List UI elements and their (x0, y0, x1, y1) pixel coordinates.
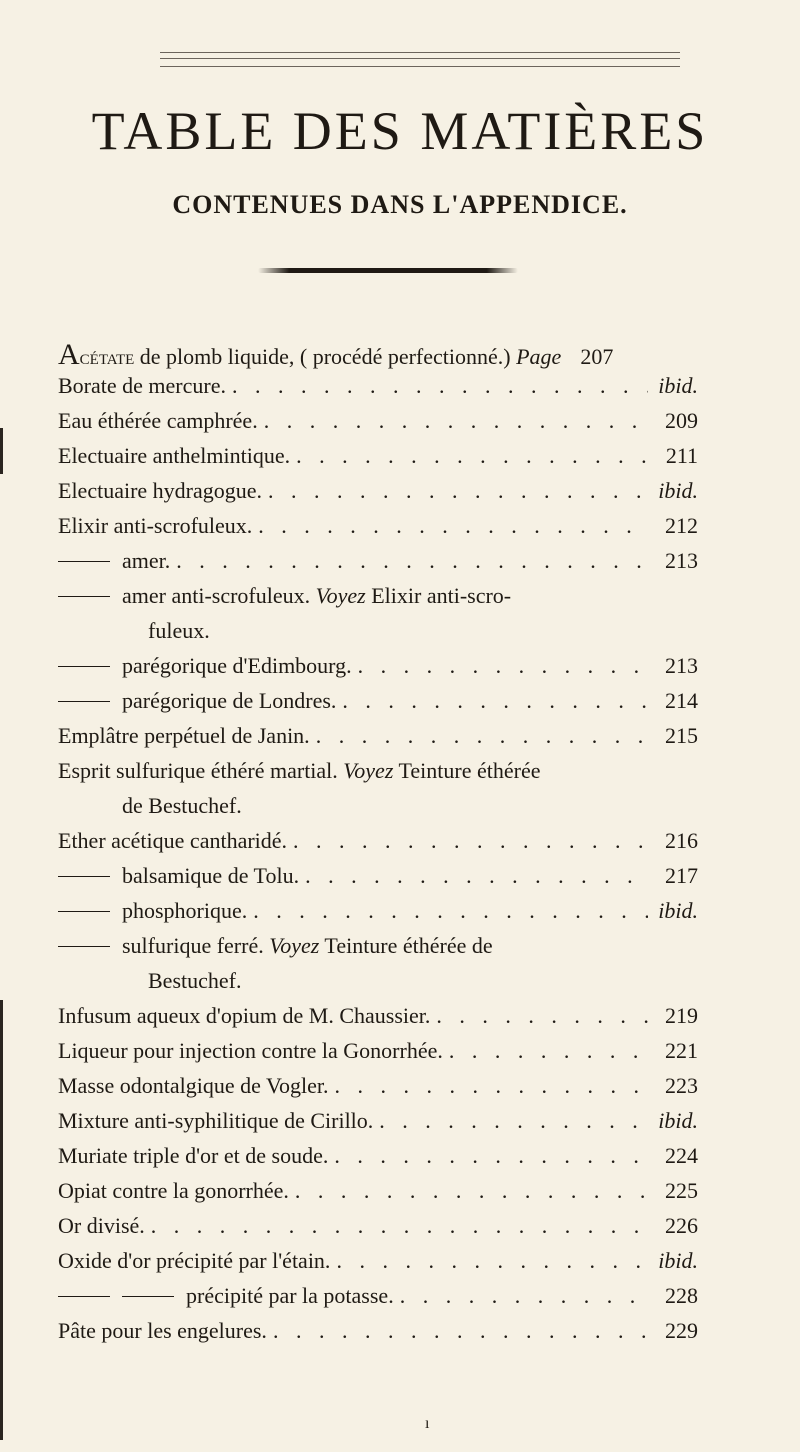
toc-entry-text: Emplâtre perpétuel de Janin. (58, 723, 310, 748)
toc-entry (58, 723, 698, 758)
toc-entry-continuation: fuleux. (148, 618, 210, 643)
ditto-dash (58, 911, 110, 912)
toc-page-number: 213 (665, 548, 698, 573)
margin-mark (0, 1000, 3, 1440)
toc-page-number: 223 (665, 1073, 698, 1098)
toc-entry-text: précipité par la potasse. (186, 1283, 394, 1308)
toc-entry-text: Elixir anti-scrofuleux. (58, 513, 253, 538)
toc-entry-text: sulfurique ferré. Voyez Teinture éthérée de (122, 933, 493, 958)
toc-entry-text: Opiat contre la gonorrhée. (58, 1178, 289, 1203)
toc-entry-text: Eau éthérée camphrée. (58, 408, 258, 433)
toc-entry-text: phosphorique. (122, 898, 248, 923)
toc-page-number: 225 (665, 1178, 698, 1203)
toc-page-number: 212 (665, 513, 698, 538)
ditto-dash (58, 946, 110, 947)
ditto-dash (58, 701, 110, 702)
toc-entry (58, 1318, 698, 1353)
toc-entry-text: Or divisé. (58, 1213, 145, 1238)
toc-entry (58, 1003, 698, 1038)
toc-page-number: ibid. (658, 478, 698, 503)
toc-entry (58, 758, 698, 793)
toc-entry-text: parégorique d'Edimbourg. (122, 653, 352, 678)
toc-page-number: 224 (665, 1143, 698, 1168)
toc-page-number: 209 (665, 408, 698, 433)
toc-entry (58, 1213, 698, 1248)
toc-entry-text: amer. (122, 548, 171, 573)
ditto-dash (122, 1296, 174, 1297)
toc-entry (58, 1143, 698, 1178)
toc-page-number: ibid. (658, 373, 698, 398)
toc-entry (58, 898, 698, 933)
ditto-dash (58, 876, 110, 877)
toc-page-number: 219 (665, 1003, 698, 1028)
margin-mark (0, 428, 3, 474)
top-rule (160, 66, 680, 67)
toc-page-number: 221 (665, 1038, 698, 1063)
toc-page-number: 217 (665, 863, 698, 888)
toc-page-number: ibid. (658, 898, 698, 923)
toc-entry-text: Muriate triple d'or et de soude. (58, 1143, 329, 1168)
toc-entry (58, 583, 698, 618)
ornament-rule (258, 268, 518, 273)
toc-page-number: 207 (580, 344, 614, 369)
toc-entry-text: Electuaire anthelmintique. (58, 443, 291, 468)
ditto-dash (58, 666, 110, 667)
toc-entry (58, 1283, 698, 1318)
toc-entry (58, 1178, 698, 1213)
toc-entry-text: Esprit sulfurique éthéré martial. Voyez Teinture éthérée (58, 758, 541, 783)
toc-entry (58, 1248, 698, 1283)
toc-entry-text: Mixture anti-syphilitique de Cirillo. (58, 1108, 374, 1133)
toc-entry-text: Acétate de plomb liquide, ( procédé perfectionné.) Page (58, 338, 562, 371)
page-title: TABLE DES MATIÈRES (91, 101, 709, 161)
toc-entry-text: Oxide d'or précipité par l'étain. (58, 1248, 331, 1273)
toc-entry (58, 933, 698, 968)
toc-page-number: ibid. (658, 1108, 698, 1133)
toc-entry (58, 688, 698, 723)
toc-entry-text: amer anti-scrofuleux. Voyez Elixir anti-scro- (122, 583, 512, 608)
top-rule (160, 58, 680, 59)
toc-list (58, 338, 698, 1353)
toc-entry (58, 478, 698, 513)
toc-entry (58, 408, 698, 443)
toc-entry-text: Liqueur pour injection contre la Gonorrhée. (58, 1038, 443, 1063)
toc-entry-text: Masse odontalgique de Vogler. (58, 1073, 329, 1098)
toc-page-number: 211 (665, 443, 698, 468)
toc-page-number: 214 (665, 688, 698, 713)
page-subtitle: CONTENUES DANS L'APPENDICE. (172, 190, 628, 219)
ditto-dash (58, 596, 110, 597)
toc-entry (58, 828, 698, 863)
toc-entry-text: Infusum aqueux d'opium de M. Chaussier. (58, 1003, 431, 1028)
top-rule (160, 52, 680, 53)
toc-page-number: 213 (665, 653, 698, 678)
toc-entry (58, 863, 698, 898)
toc-page-number: 228 (665, 1283, 698, 1308)
toc-page-number: ibid. (658, 1248, 698, 1273)
ditto-dash (58, 1296, 110, 1297)
toc-page-number: 215 (665, 723, 698, 748)
toc-entry-text: parégorique de Londres. (122, 688, 337, 713)
toc-entry (58, 443, 698, 478)
toc-entry (58, 373, 698, 408)
toc-entry (58, 1108, 698, 1143)
footer-mark: ı (425, 1415, 430, 1432)
toc-entry (58, 338, 698, 373)
toc-entry-text: Borate de mercure. (58, 373, 226, 398)
ditto-dash (58, 561, 110, 562)
toc-entry-text: Pâte pour les engelures. (58, 1318, 267, 1343)
toc-entry (58, 1038, 698, 1073)
toc-entry (58, 1073, 698, 1108)
toc-entry-continuation: de Bestuchef. (122, 793, 242, 818)
toc-page-number: 226 (665, 1213, 698, 1238)
toc-entry-continuation: Bestuchef. (148, 968, 242, 993)
toc-entry-text: Ether acétique cantharidé. (58, 828, 288, 853)
toc-entry-text: Electuaire hydragogue. (58, 478, 263, 503)
toc-entry (58, 513, 698, 548)
toc-page-number: 229 (665, 1318, 698, 1343)
toc-entry (58, 653, 698, 688)
toc-entry (58, 548, 698, 583)
toc-entry-text: balsamique de Tolu. (122, 863, 300, 888)
toc-page-number: 216 (665, 828, 698, 853)
